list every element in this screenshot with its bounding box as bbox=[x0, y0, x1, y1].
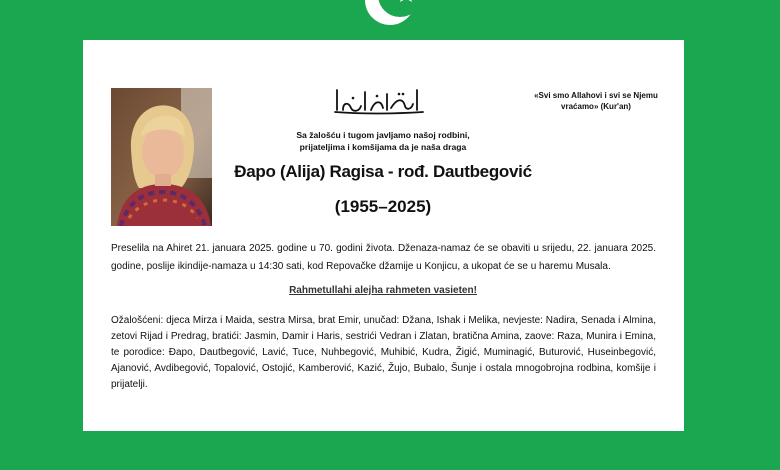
obituary-card bbox=[83, 40, 684, 431]
prayer-line: Rahmetullahi alejha rahmeten vasieten! bbox=[289, 285, 477, 296]
mourners-list: Ožalošćeni: djeca Mirza i Maida, sestra Mirsa, brat Emir, unučad: Džana, Ishak i Melika, nevjeste: Nadira, Senada i Almina, zetovi Rijad i Predrag, bratići: Jasmin, Damir i Haris, sestrići Vedran i Zlatan, bratična Amina, zaove: Raza, Munira i Emina, te porodice: Đapo, Dautbegović, Lavić, Tuce, Nuhbegović, Muhibić, Kudra, Žigić, Muminagić, Buturović, Huseinbegović, Ajanović, Avdibegović, Topalović, Ostojić, Kamberović, Kazić, Žujo, Bubalo, Šunje i ostala mnogobrojna rodbina, komšije i prijatelji. bbox=[111, 315, 656, 390]
announcement-intro bbox=[243, 129, 523, 153]
funeral-notice: Preselila na Ahiret 21. januara 2025. godine u 70. godini života. Dženaza-namaz će se obaviti u srijedu, 22. januara 2025. godine, poslije ikindije-namaza u 14:30 sati, kod Repovačke džamije u Konjicu, a ukopat će se u haremu Musala. bbox=[111, 243, 656, 272]
deceased-name: Đapo (Alija) Ragisa - rođ. Dautbegović bbox=[234, 162, 532, 181]
intro-line-1: Sa žalošću i tugom javljamo našoj rodbini, bbox=[296, 130, 470, 140]
arabic-calligraphy-icon bbox=[331, 86, 427, 116]
intro-line-2: prijateljima i komšijama da je naša draga bbox=[299, 142, 467, 152]
crescent-star-icon bbox=[350, 0, 430, 28]
quran-quote: «Svi smo Allahovi i svi se Njemu vraćamo» (Kur'an) bbox=[534, 91, 658, 111]
life-years: (1955–2025) bbox=[334, 197, 432, 216]
portrait-photo bbox=[111, 88, 212, 226]
